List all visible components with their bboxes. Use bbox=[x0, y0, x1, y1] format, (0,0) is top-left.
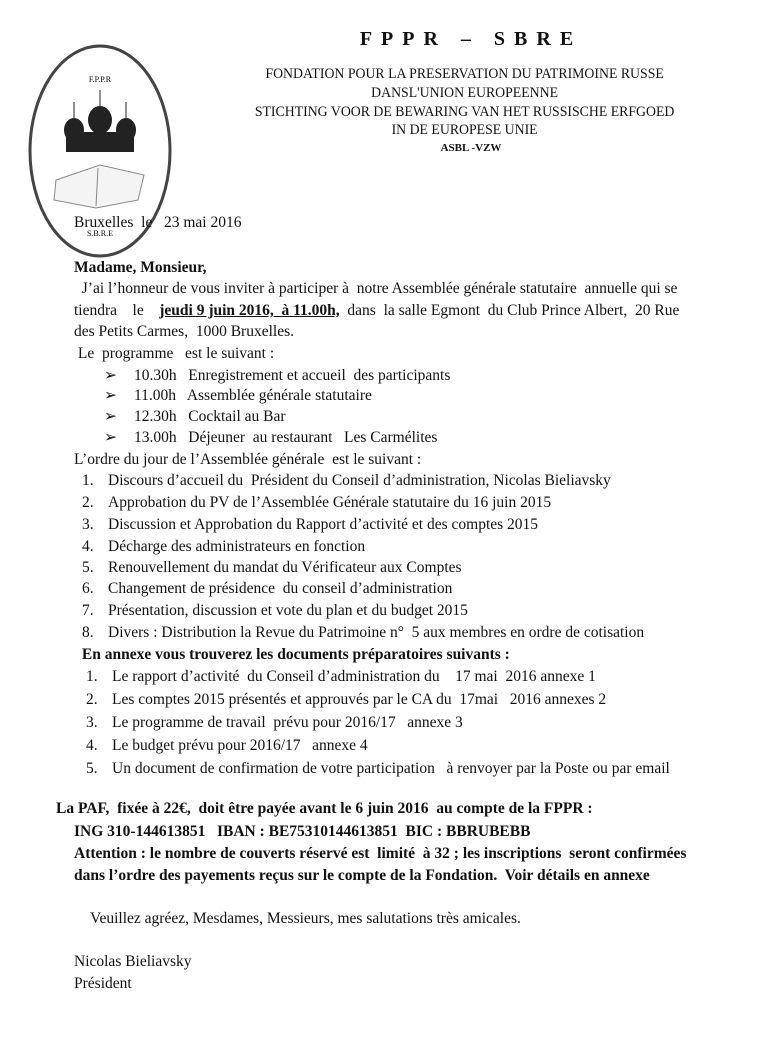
annex-item: 3. Le programme de travail prévu pour 2016/17 annexe 3 bbox=[86, 714, 463, 731]
agenda-heading: L’ordre du jour de l’Assemblée générale est le suivant : bbox=[74, 451, 422, 468]
payment-line-1: La PAF, fixée à 22€, doit être payée avant le 6 juin 2016 au compte de la FPPR : bbox=[56, 800, 593, 817]
agenda-item: 1. Discours d’accueil du Président du Conseil d’administration, Nicolas Bieliavsky bbox=[82, 472, 611, 489]
org-name-nl-2: IN DE EUROPESE UNIE bbox=[391, 122, 538, 138]
agenda-item: 6. Changement de présidence du conseil d’administration bbox=[82, 580, 453, 597]
agenda-item: 4. Décharge des administrateurs en fonction bbox=[82, 538, 366, 555]
programme-heading: Le programme est le suivant : bbox=[74, 345, 275, 362]
org-name-nl-1: STICHTING VOOR DE BEWARING VAN HET RUSSISCHE ERFGOED bbox=[254, 104, 675, 120]
salutation: Madame, Monsieur, bbox=[74, 259, 207, 276]
org-name-fr-1: FONDATION POUR LA PRESERVATION DU PATRIMOINE RUSSE bbox=[265, 66, 664, 82]
annex-heading: En annexe vous trouverez les documents préparatoires suivants : bbox=[78, 646, 510, 663]
attention-line-2: dans l’ordre des payements reçus sur le compte de la Fondation. Voir détails en annexe bbox=[74, 867, 650, 884]
programme-item: ➢ 11.00h Assemblée générale statutaire bbox=[104, 387, 372, 404]
arrow-bullet-icon: ➢ bbox=[104, 367, 117, 384]
meeting-date: jeudi 9 juin 2016, à 11.00h, bbox=[159, 302, 340, 319]
signature-name: Nicolas Bieliavsky bbox=[74, 953, 192, 970]
signature-title: Président bbox=[74, 975, 132, 992]
annex-item: 1. Le rapport d’activité du Conseil d’administration du 17 mai 2016 annexe 1 bbox=[86, 668, 596, 685]
annex-item: 4. Le budget prévu pour 2016/17 annexe 4 bbox=[86, 737, 368, 754]
intro-text: tiendra le bbox=[74, 302, 160, 319]
agenda-item: 7. Présentation, discussion et vote du plan et du budget 2015 bbox=[82, 602, 468, 619]
arrow-bullet-icon: ➢ bbox=[104, 387, 117, 404]
annex-item: 2. Les comptes 2015 présentés et approuvés par le CA du 17mai 2016 annexes 2 bbox=[86, 691, 607, 708]
intro-line-2 bbox=[74, 302, 679, 320]
attention-line-1: Attention : le nombre de couverts réservé est limité à 32 ; les inscriptions seront confirmées bbox=[74, 845, 687, 862]
agenda-item: 5. Renouvellement du mandat du Vérificateur aux Comptes bbox=[82, 559, 462, 576]
agenda-item: 3. Discussion et Approbation du Rapport d’activité et des comptes 2015 bbox=[82, 516, 539, 533]
intro-venue: dans la salle Egmont du Club Prince Albert, 20 Rue bbox=[339, 302, 680, 319]
svg-text:F.P.P.R: F.P.P.R bbox=[88, 75, 112, 84]
org-acronym: FPPR – SBRE bbox=[359, 28, 583, 50]
legal-form: ASBL -VZW bbox=[440, 142, 502, 154]
agenda-item: 8. Divers : Distribution la Revue du Patrimoine n° 5 aux membres en ordre de cotisation bbox=[82, 624, 645, 641]
intro-line-3: des Petits Carmes, 1000 Bruxelles. bbox=[74, 323, 294, 340]
org-name-fr-2: DANSL'UNION EUROPEENNE bbox=[371, 85, 559, 101]
arrow-bullet-icon: ➢ bbox=[104, 408, 117, 425]
svg-text:S.B.R.E: S.B.R.E bbox=[86, 229, 114, 238]
bank-details: ING 310-144613851 IBAN : BE75310144613851 BIC : BBRUBEBB bbox=[74, 823, 531, 840]
intro-line-1: J’ai l’honneur de vous inviter à participer à notre Assemblée générale statutaire annuelle qui se bbox=[74, 280, 678, 297]
agenda-item: 2. Approbation du PV de l’Assemblée Générale statutaire du 16 juin 2015 bbox=[82, 494, 552, 511]
arrow-bullet-icon: ➢ bbox=[104, 429, 117, 446]
annex-item: 5. Un document de confirmation de votre participation à renvoyer par la Poste ou par email bbox=[86, 760, 670, 777]
programme-item: ➢ 12.30h Cocktail au Bar bbox=[104, 408, 286, 425]
programme-item: ➢ 13.00h Déjeuner au restaurant Les Carmélites bbox=[104, 429, 438, 446]
programme-item: ➢ 10.30h Enregistrement et accueil des participants bbox=[104, 367, 451, 384]
place-date: Bruxelles le 23 mai 2016 bbox=[74, 214, 242, 231]
closing: Veuillez agréez, Mesdames, Messieurs, mes salutations très amicales. bbox=[90, 910, 521, 927]
